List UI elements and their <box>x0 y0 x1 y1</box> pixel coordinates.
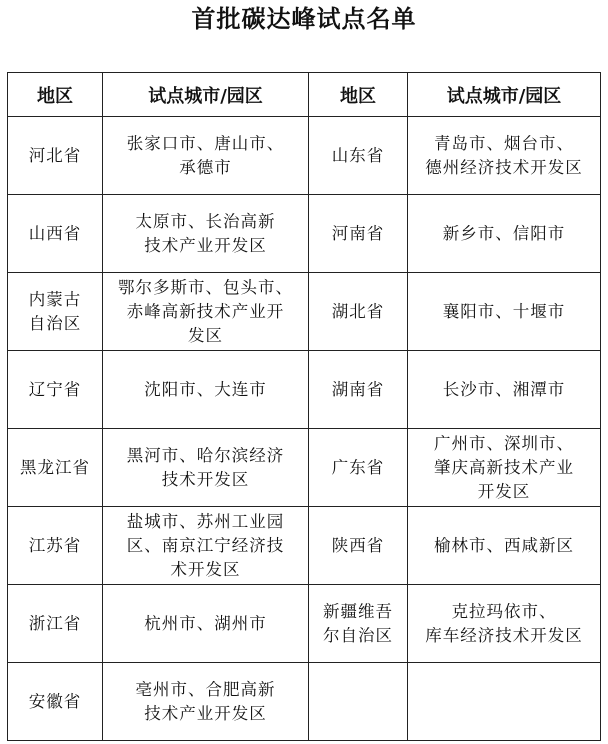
region-name: 河北省 <box>28 145 82 165</box>
header-region-right: 地区 <box>309 73 408 117</box>
table-row <box>8 351 601 429</box>
table-row <box>8 429 601 507</box>
pilot-sites: 黑河市、哈尔滨经济 技术开发区 <box>126 445 285 489</box>
region-name: 黑龙江省 <box>20 457 90 477</box>
region-cell <box>8 585 103 663</box>
pilot-sites: 张家口市、唐山市、 承德市 <box>126 133 285 177</box>
header-sites-left: 试点城市/园区 <box>103 73 309 117</box>
region-name: 内蒙古 自治区 <box>28 289 82 333</box>
table-header-row <box>8 73 601 117</box>
region-name: 新疆维吾 尔自治区 <box>323 601 393 645</box>
region-cell <box>8 663 103 741</box>
header-region-left: 地区 <box>8 73 103 117</box>
sites-cell <box>103 585 309 663</box>
table-row <box>8 117 601 195</box>
sites-cell <box>408 117 601 195</box>
region-name: 山西省 <box>28 223 82 243</box>
pilot-sites: 克拉玛依市、 库车经济技术开发区 <box>425 601 583 645</box>
table-row <box>8 585 601 663</box>
region-cell <box>309 507 408 585</box>
sites-cell <box>408 585 601 663</box>
region-cell <box>309 351 408 429</box>
region-cell <box>309 429 408 507</box>
sites-cell <box>408 351 601 429</box>
region-cell <box>8 117 103 195</box>
region-name: 江苏省 <box>28 535 82 555</box>
region-name: 湖北省 <box>331 301 385 321</box>
sites-cell <box>408 273 601 351</box>
pilot-sites: 沈阳市、大连市 <box>144 379 267 399</box>
region-cell <box>309 585 408 663</box>
pilot-sites: 鄂尔多斯市、包头市、 赤峰高新技术产业开 发区 <box>118 277 293 345</box>
region-name: 浙江省 <box>28 613 82 633</box>
region-name: 辽宁省 <box>28 379 82 399</box>
region-name: 安徽省 <box>28 691 82 711</box>
pilot-sites: 亳州市、合肥高新 技术产业开发区 <box>135 679 276 723</box>
region-name: 山东省 <box>331 145 385 165</box>
region-cell <box>8 273 103 351</box>
sites-cell <box>408 507 601 585</box>
sites-cell <box>408 429 601 507</box>
region-cell <box>8 195 103 273</box>
pilot-sites: 广州市、深圳市、 肇庆高新技术产业 开发区 <box>434 433 574 501</box>
sites-cell <box>103 663 309 741</box>
region-cell <box>8 351 103 429</box>
pilot-sites: 杭州市、湖州市 <box>144 613 267 633</box>
region-cell <box>8 507 103 585</box>
sites-cell <box>103 429 309 507</box>
sites-cell <box>103 195 309 273</box>
region-cell <box>309 663 408 741</box>
region-cell <box>8 429 103 507</box>
pilot-list-table <box>7 72 601 741</box>
sites-cell <box>408 663 601 741</box>
sites-cell <box>103 273 309 351</box>
pilot-sites: 青岛市、烟台市、 德州经济技术开发区 <box>425 133 583 177</box>
page-title: 首批碳达峰试点名单 <box>191 5 417 33</box>
region-name: 湖南省 <box>331 379 385 399</box>
sites-cell <box>103 507 309 585</box>
table-row <box>8 195 601 273</box>
region-name: 陕西省 <box>331 535 385 555</box>
pilot-sites: 盐城市、苏州工业园 区、南京江宁经济技 术开发区 <box>126 511 285 579</box>
region-name: 河南省 <box>331 223 385 243</box>
pilot-sites: 榆林市、西咸新区 <box>434 535 574 555</box>
pilot-sites: 太原市、长治高新 技术产业开发区 <box>135 211 276 255</box>
table-row <box>8 507 601 585</box>
pilot-sites: 新乡市、信阳市 <box>442 223 566 243</box>
region-name: 广东省 <box>331 457 385 477</box>
header-sites-right: 试点城市/园区 <box>408 73 601 117</box>
pilot-sites: 长沙市、湘潭市 <box>442 379 566 399</box>
sites-cell <box>103 351 309 429</box>
table-row <box>8 273 601 351</box>
region-cell <box>309 117 408 195</box>
region-cell <box>309 273 408 351</box>
sites-cell <box>408 195 601 273</box>
region-cell <box>309 195 408 273</box>
pilot-sites: 襄阳市、十堰市 <box>442 301 566 321</box>
table-row <box>8 663 601 741</box>
sites-cell <box>103 117 309 195</box>
